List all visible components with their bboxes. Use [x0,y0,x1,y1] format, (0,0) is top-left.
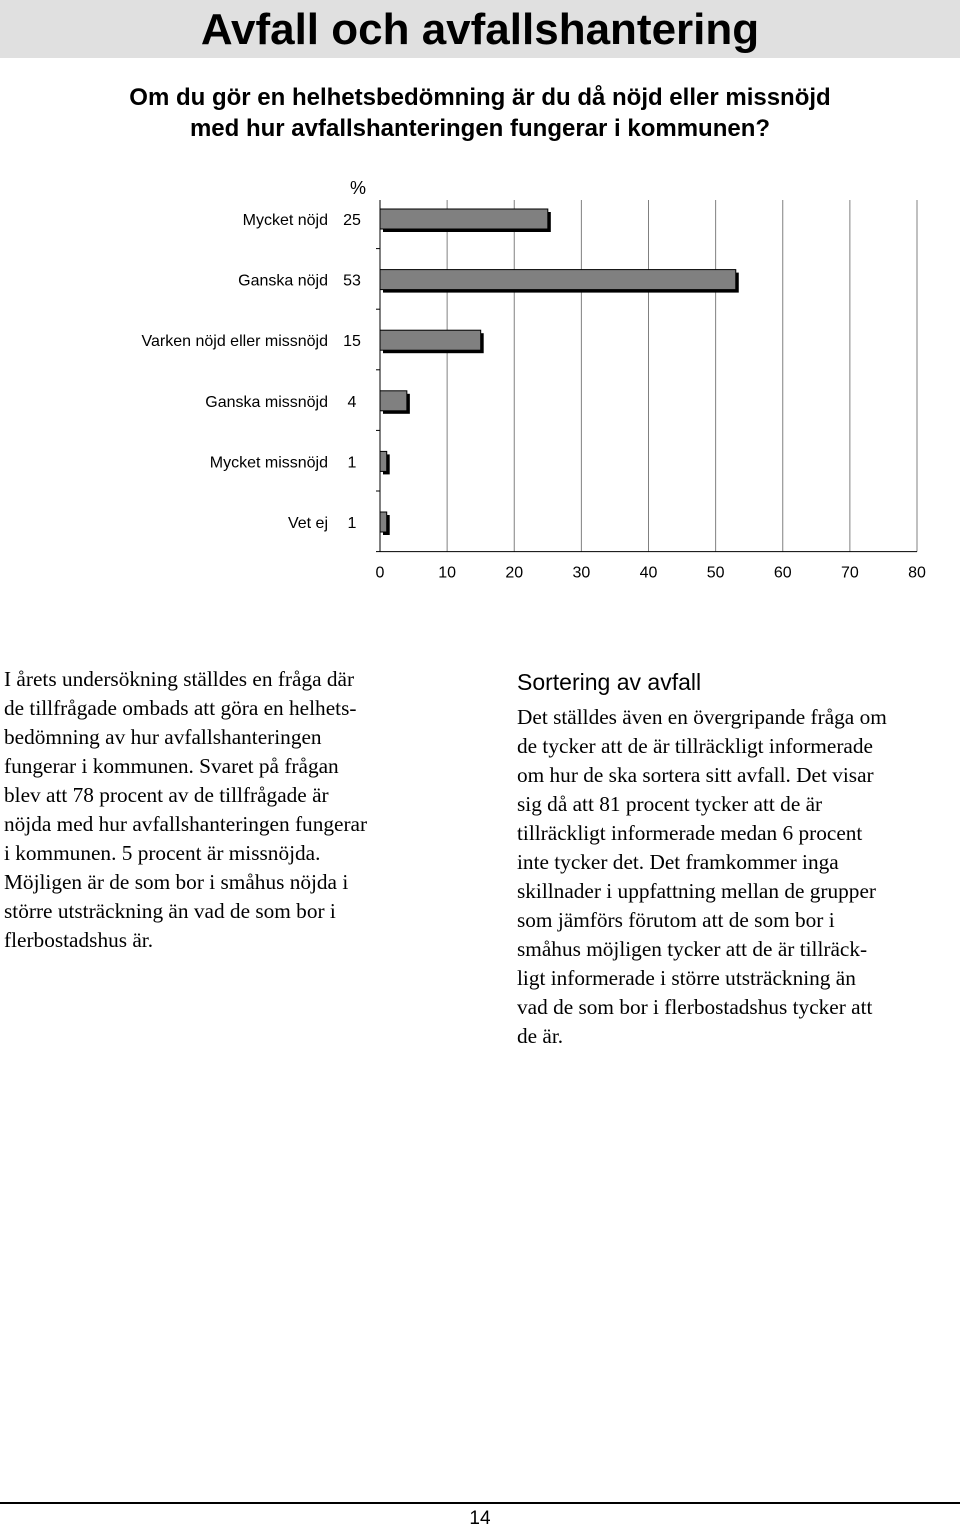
text-line: tillräckligt informerade medan 6 procent [517,821,863,845]
text-line: de tillfrågade ombads att göra en helhets- [4,696,357,720]
category-label: Varken nöjd eller missnöjd [141,333,328,351]
text-line: vad de som bor i flerbostadshus tycker att [517,995,873,1019]
text-line: sig då att 81 procent tycker att de är [517,792,823,816]
x-tick-label: 10 [438,564,457,582]
text-line: Möjligen är de som bor i småhus nöjda i [4,870,349,894]
bar [380,330,481,350]
x-tick-label: 20 [505,564,524,582]
category-label: Vet ej [287,515,328,532]
category-label: Ganska missnöjd [205,393,328,411]
text-line: nöjda med hur avfallshanteringen fungerar [4,812,368,836]
text-line: om hur de ska sortera sitt avfall. Det visar [517,763,874,787]
footer-rule [0,1502,960,1504]
page-number: 14 [469,1508,491,1529]
data-label: 53 [343,272,361,290]
text-line: de tycker att de är tillräckligt informerade [517,734,873,758]
text-line: flerbostadshus är. [4,928,154,952]
category-label: Mycket nöjd [242,212,328,229]
bar [380,451,387,471]
data-label: 1 [347,454,357,472]
question-line: med hur avfallshanteringen fungerar i kommunen? [189,115,771,142]
satisfaction-bar-chart [0,170,960,600]
data-label: 1 [347,515,357,532]
right-paragraph [517,703,957,1051]
bar [380,270,736,290]
text-line: blev att 78 procent av de tillfrågade är [4,783,329,807]
text-line: fungerar i kommunen. Svaret på frågan [4,754,339,778]
text-line: i kommunen. 5 procent är missnöjda. [4,841,321,865]
page-title: Avfall och avfallshantering [200,5,760,54]
text-line: Det ställdes även en övergripande fråga om [517,705,887,729]
x-tick-label: 60 [773,564,792,582]
x-tick-label: 70 [840,564,859,582]
text-line: ligt informerade i större utsträckning än [517,966,856,990]
question-line: Om du gör en helhetsbedömning är du då nöjd eller missnöjd [129,84,831,111]
text-line: som jämförs förutom att de som bor i [517,908,835,932]
right-text-column [517,665,957,1051]
left-text-column [4,665,474,955]
text-line: skillnader i uppfattning mellan de grupper [517,879,876,903]
unit-label: % [349,178,367,198]
survey-question [60,82,900,144]
text-line: de är. [517,1024,564,1048]
bar [380,209,548,229]
text-line: småhus möjligen tycker att de är tillräck- [517,937,868,961]
bar [380,391,407,411]
bar [380,512,387,532]
data-label: 25 [343,212,361,229]
x-tick-label: 50 [706,564,725,582]
text-line: större utsträckning än vad de som bor i [4,899,336,923]
category-label: Ganska nöjd [238,272,328,290]
x-tick-label: 80 [908,564,926,582]
x-tick-label: 0 [375,564,385,582]
data-label: 4 [347,393,357,411]
x-tick-label: 40 [639,564,658,582]
section-heading: Sortering av avfall [517,669,702,695]
x-tick-label: 30 [572,564,591,582]
text-line: inte tycker det. Det framkommer inga [517,850,839,874]
text-line: I årets undersökning ställdes en fråga där [4,667,355,691]
text-line: bedömning av hur avfallshanteringen [4,725,322,749]
data-label: 15 [343,333,361,351]
category-label: Mycket missnöjd [209,454,328,472]
